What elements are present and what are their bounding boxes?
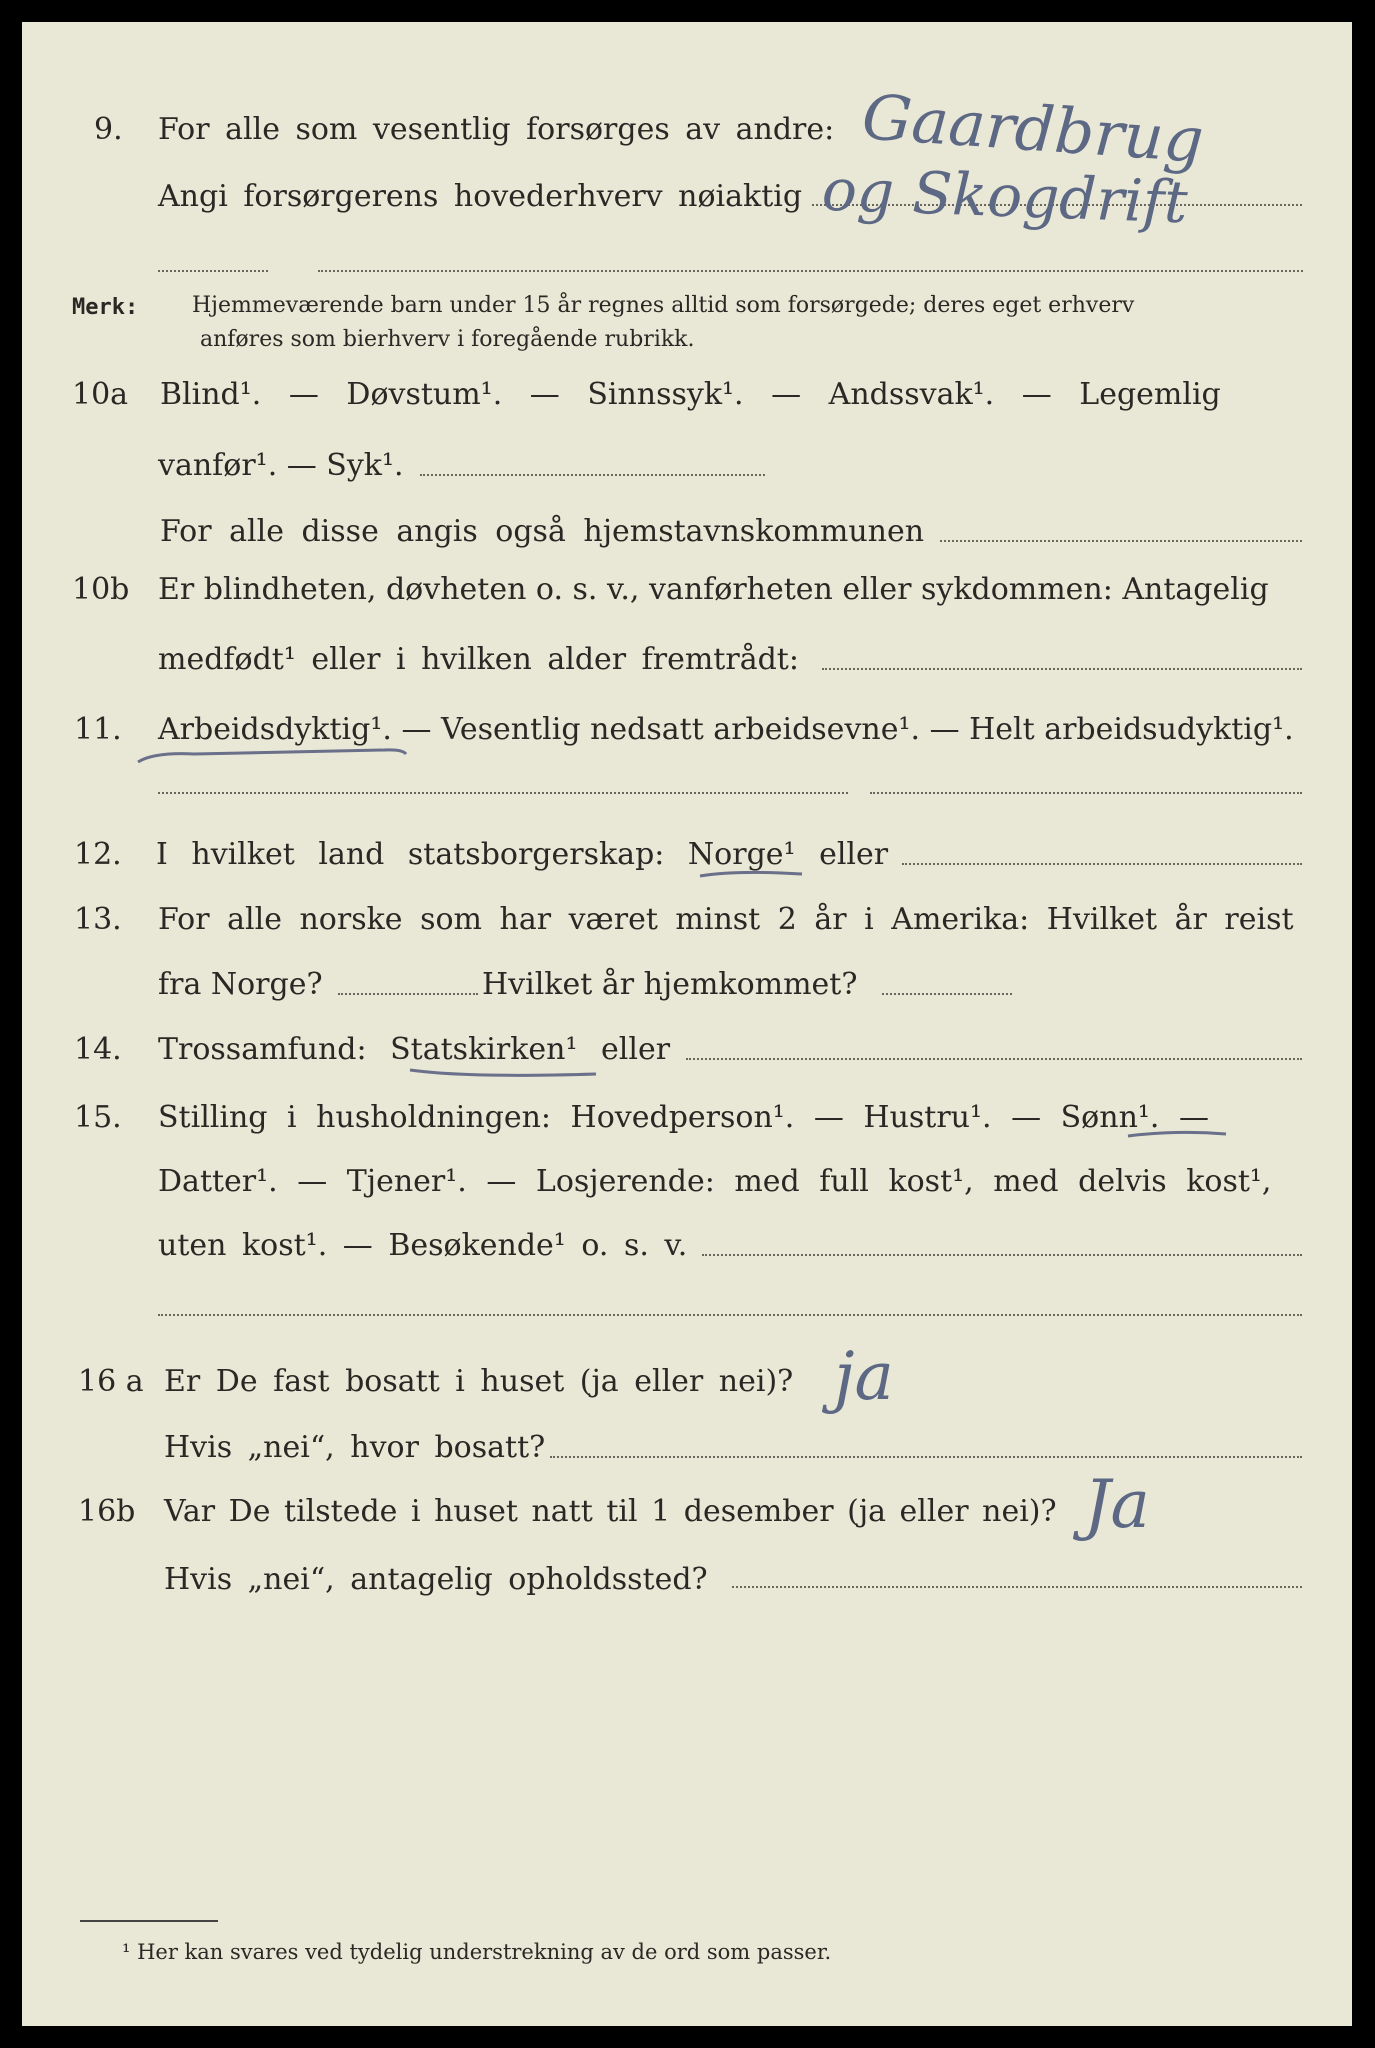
q15-number: 15. [74,1100,122,1135]
q15-underline-sonn [1126,1126,1236,1146]
q10a-line1: Blind¹. — Døvstum¹. — Sinnssyk¹. — Andssvak¹. — Legemlig [160,377,1221,412]
q9-handwritten-answer-2: og Skogdrift [820,155,1189,237]
footnote-rule [80,1920,218,1922]
census-form-page [22,22,1352,2026]
q16b-handwritten-answer: Ja [1084,1466,1150,1543]
q15-line3: uten kost¹. — Besøkende¹ o. s. v. [158,1228,688,1263]
q16a-handwritten-answer: ja [834,1338,894,1415]
q10b-answer-line [822,668,1302,670]
q16b-line1: Var De tilstede i huset natt til 1 desember (ja eller nei)? [164,1494,1057,1529]
q12-answer-line [902,863,1302,865]
q13-line1: For alle norske som har været minst 2 år i Amerika: Hvilket år reist [158,902,1294,937]
q11-line1: Arbeidsdyktig¹. — Vesentlig nedsatt arbeidsevne¹. — Helt arbeidsudyktig¹. [158,712,1294,747]
q13-line2a: fra Norge? [158,967,323,1002]
q13-number: 13. [74,902,122,937]
q11-extra-line-1 [158,792,848,794]
q11-extra-line-2 [870,792,1302,794]
q11-number: 11. [74,712,122,747]
q9-handwritten-answer-1: Gaardbrug [859,80,1206,177]
q13-reist-line [338,993,478,995]
q10a-line2: vanfør¹. — Syk¹. [158,448,404,483]
footnote-text: ¹ Her kan svares ved tydelig understrekning av de ord som passer. [122,1940,832,1964]
q16b-line2: Hvis „nei“, antagelig opholdssted? [164,1562,708,1597]
q16a-number: 16 a [78,1364,144,1399]
merk-label: Merk: [72,295,139,320]
q15-extra-line [158,1314,1302,1316]
q14-underline-statskirken [408,1060,608,1084]
q14-answer-line [686,1058,1302,1060]
q9-extra-line-long [318,270,1303,272]
q12-number: 12. [74,837,122,872]
merk-line1: Hjemmeværende barn under 15 år regnes alltid som forsørgede; deres eget erhverv [192,293,1135,318]
q12-line1: I hvilket land statsborgerskap: Norge¹ eller [156,837,889,872]
q15-answer-line [702,1254,1302,1256]
q10a-syk-line [420,474,765,476]
q13-line2b: Hvilket år hjemkommet? [482,967,858,1002]
q12-underline-norge [698,864,808,884]
q10b-line2: medfødt¹ eller i hvilken alder fremtrådt: [158,642,799,677]
q9-extra-line-short [158,270,268,272]
merk-line2: anføres som bierhverv i foregående rubrikk. [200,327,695,352]
q13-hjemkommet-line [882,993,1012,995]
q15-line1: Stilling i husholdningen: Hovedperson¹. — Hustru¹. — Sønn¹. — [158,1100,1209,1135]
q10b-number: 10b [72,572,130,607]
q16a-line1: Er De fast bosatt i huset (ja eller nei)? [164,1364,794,1399]
q14-line1: Trossamfund: Statskirken¹ eller [158,1032,671,1067]
q11-underline-arbeidsdyktig [134,740,414,770]
q10b-line1: Er blindheten, døvheten o. s. v., vanførheten eller sykdommen: Antagelig [158,572,1269,607]
q10a-number: 10a [72,377,129,412]
q16b-number: 16b [78,1494,136,1529]
q16a-answer-line [550,1456,1302,1458]
q9-line2: Angi forsørgerens hovederhverv nøiaktig [158,179,803,214]
q9-line1: For alle som vesentlig forsørges av andre: [158,112,835,147]
q9-number: 9. [94,112,123,147]
q16a-line2: Hvis „nei“, hvor bosatt? [164,1430,546,1465]
q16b-answer-line [732,1586,1302,1588]
q14-number: 14. [74,1032,122,1067]
q10a-hjemstavn-line [940,540,1302,542]
q10a-line3: For alle disse angis også hjemstavnskommunen [160,514,925,549]
q15-line2: Datter¹. — Tjener¹. — Losjerende: med full kost¹, med delvis kost¹, [158,1164,1272,1199]
